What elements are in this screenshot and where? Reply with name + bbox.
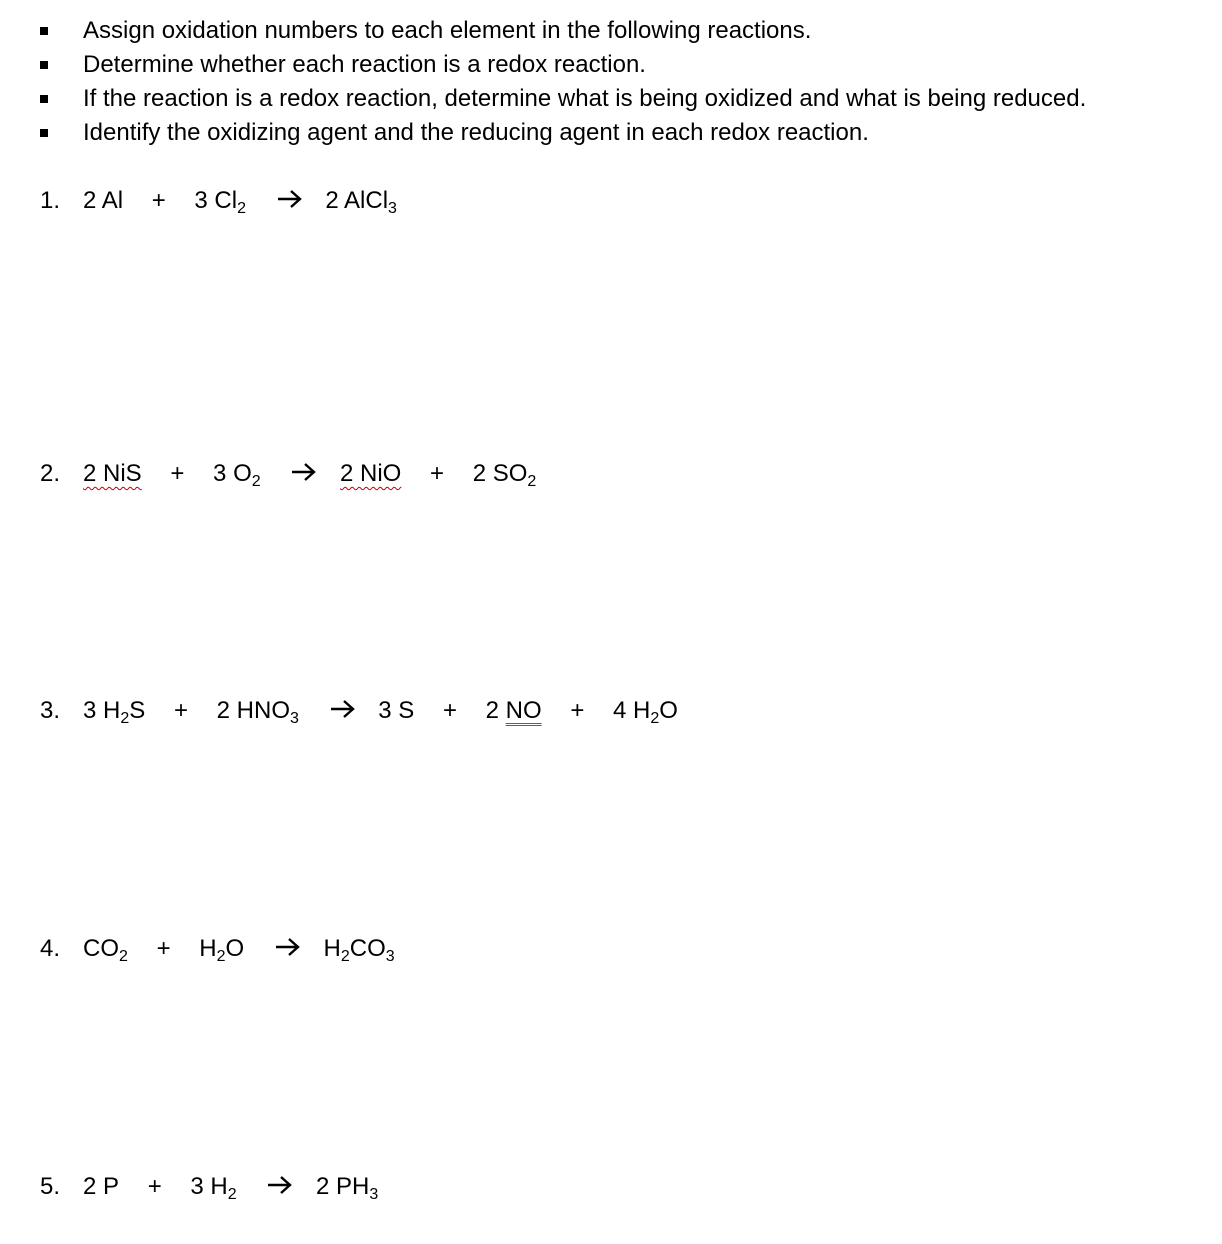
- instruction-list: [0, 14, 1222, 150]
- problem-2: [0, 454, 1222, 494]
- chemical-equation: [83, 929, 395, 969]
- square-bullet-icon: [40, 95, 48, 103]
- problem-1: [0, 181, 1222, 221]
- reactant: 3 $O_2$: [213, 460, 261, 490]
- plus-sign: +: [173, 697, 188, 724]
- product: 2 NiO: [339, 460, 402, 487]
- plus-sign: +: [442, 697, 457, 724]
- arrow-right-icon: [265, 1173, 295, 1197]
- instruction-item: [0, 82, 1222, 116]
- square-bullet-icon: [40, 61, 48, 69]
- chemical-equation: [83, 454, 536, 494]
- problem-3: [0, 691, 1222, 731]
- reactant: 2 Al: [83, 187, 124, 214]
- plus-sign: +: [170, 460, 185, 487]
- product: 2 AlCl$_3$: [325, 187, 397, 217]
- reactant: $CO_2$: [83, 935, 128, 965]
- product: 4 $H_2O$: [613, 697, 678, 727]
- product: $H_2CO_3$: [323, 935, 395, 965]
- reactant: 3 $Cl_2$: [194, 187, 246, 217]
- plus-sign: +: [147, 1173, 162, 1200]
- reactant: 2 P: [83, 1173, 120, 1200]
- instruction-text: If the reaction is a redox reaction, determine what is being oxidized and what is being reduced.: [83, 85, 1087, 112]
- arrow-right-icon: [289, 460, 319, 484]
- problem-number: 3.: [40, 697, 61, 724]
- problem-4: [0, 929, 1222, 969]
- plus-sign: +: [430, 460, 445, 487]
- arrow-right-icon: [273, 935, 303, 959]
- instruction-item: [0, 14, 1222, 48]
- square-bullet-icon: [40, 27, 48, 35]
- product: 2 NO: [485, 697, 542, 724]
- product: 2 $SO_2$: [472, 460, 537, 490]
- plus-sign: +: [151, 187, 166, 214]
- product: 3 S: [378, 697, 415, 724]
- problem-number: 2.: [40, 460, 61, 487]
- problem-number: 5.: [40, 1173, 61, 1200]
- reactant: 3 $H_2$: [190, 1173, 237, 1203]
- arrow-right-icon: [328, 697, 358, 721]
- reactant: 2 $HNO_3$: [216, 697, 299, 727]
- instruction-text: Assign oxidation numbers to each element in the following reactions.: [83, 17, 812, 44]
- plus-sign: +: [156, 935, 171, 962]
- instruction-text: Determine whether each reaction is a redox reaction.: [83, 51, 646, 78]
- problem-number: 4.: [40, 935, 61, 962]
- square-bullet-icon: [40, 129, 48, 137]
- reactant: 2 NiS: [83, 460, 142, 487]
- plus-sign: +: [570, 697, 585, 724]
- chemical-equation: [83, 691, 678, 731]
- reactant: 3 $H_2S$: [83, 697, 146, 727]
- reactant: $H_2O$: [199, 935, 245, 965]
- product: 2 $PH_3$: [316, 1173, 379, 1203]
- chemical-equation: [83, 1167, 378, 1207]
- chemical-equation: [83, 181, 397, 221]
- instruction-text: Identify the oxidizing agent and the reducing agent in each redox reaction.: [83, 119, 869, 146]
- arrow-right-icon: [275, 187, 305, 211]
- instruction-item: [0, 116, 1222, 150]
- instruction-item: [0, 48, 1222, 82]
- problem-number: 1.: [40, 187, 61, 214]
- problem-5: [0, 1167, 1222, 1207]
